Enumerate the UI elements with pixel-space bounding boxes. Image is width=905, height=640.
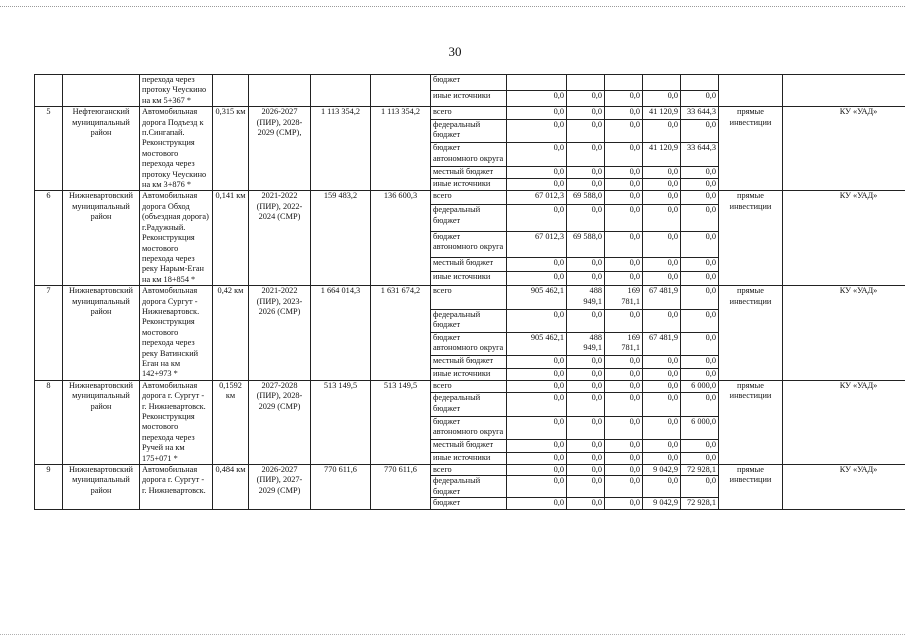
source-name: федеральный бюджет: [431, 205, 507, 232]
source-name: местный бюджет: [431, 258, 507, 272]
value-cell: 0,0: [643, 191, 681, 205]
length-cell: 0,42 км: [213, 286, 249, 381]
source-name: местный бюджет: [431, 440, 507, 452]
value-cell: 0,0: [605, 272, 643, 286]
investment-form-cell: прямые инвестиции: [719, 286, 783, 381]
value-cell: 0,0: [567, 393, 605, 417]
source-name: иные источники: [431, 452, 507, 464]
district-cell: Нижневартовский муниципальный район: [63, 286, 140, 381]
value-cell: 0,0: [605, 440, 643, 452]
value-cell: 9 042,9: [643, 498, 681, 509]
cost-cell: 770 611,6: [311, 465, 371, 510]
row-number: [35, 75, 63, 107]
value-cell: 0,0: [643, 166, 681, 178]
district-cell: Нижневартовский муниципальный район: [63, 191, 140, 286]
value-cell: 0,0: [643, 205, 681, 232]
customer-cell: [783, 75, 905, 107]
value-cell: 9 042,9: [643, 465, 681, 476]
value-cell: 33 644,3: [681, 143, 719, 167]
value-cell: 0,0: [605, 452, 643, 464]
value-cell: 6 000,0: [681, 416, 719, 440]
value-cell: [567, 75, 605, 91]
value-cell: 0,0: [567, 498, 605, 509]
value-cell: 0,0: [681, 440, 719, 452]
value-cell: 0,0: [681, 476, 719, 498]
customer-cell: КУ «УАД»: [783, 107, 905, 191]
period-cell: 2026-2027 (ПИР), 2027-2029 (СМР): [249, 465, 311, 510]
cost-cell: 1 664 014,3: [311, 286, 371, 381]
value-cell: 0,0: [567, 166, 605, 178]
value-cell: 0,0: [643, 476, 681, 498]
source-name: всего: [431, 107, 507, 119]
value-cell: 0,0: [681, 166, 719, 178]
row-number: 7: [35, 286, 63, 381]
value-cell: 169 781,1: [605, 332, 643, 355]
value-cell: 0,0: [567, 91, 605, 107]
value-cell: 0,0: [567, 380, 605, 392]
value-cell: 169 781,1: [605, 286, 643, 309]
source-name: бюджет автономного округа: [431, 231, 507, 258]
cost-cell: 513 149,5: [311, 380, 371, 464]
table-row: [35, 107, 905, 119]
value-cell: 0,0: [567, 272, 605, 286]
source-name: всего: [431, 465, 507, 476]
value-cell: 0,0: [507, 107, 567, 119]
value-cell: 0,0: [507, 309, 567, 332]
value-cell: 0,0: [605, 231, 643, 258]
value-cell: 0,0: [681, 91, 719, 107]
source-name: федеральный бюджет: [431, 309, 507, 332]
value-cell: 67 012,3: [507, 191, 567, 205]
district-cell: Нижневартовский муниципальный район: [63, 465, 140, 510]
value-cell: 0,0: [507, 356, 567, 368]
value-cell: 0,0: [681, 356, 719, 368]
value-cell: 0,0: [567, 476, 605, 498]
cost-cell: 159 483,2: [311, 191, 371, 286]
length-cell: 0,141 км: [213, 191, 249, 286]
value-cell: 0,0: [605, 179, 643, 191]
value-cell: 0,0: [605, 107, 643, 119]
investment-form-cell: прямые инвестиции: [719, 191, 783, 286]
value-cell: 33 644,3: [681, 107, 719, 119]
value-cell: 69 588,0: [567, 191, 605, 205]
value-cell: 488 949,1: [567, 332, 605, 355]
source-name: всего: [431, 380, 507, 392]
value-cell: 72 928,1: [681, 498, 719, 509]
value-cell: 0,0: [643, 380, 681, 392]
source-name: федеральный бюджет: [431, 119, 507, 143]
value-cell: 0,0: [567, 356, 605, 368]
value-cell: 0,0: [507, 205, 567, 232]
value-cell: 0,0: [507, 272, 567, 286]
value-cell: 0,0: [605, 368, 643, 380]
source-name: федеральный бюджет: [431, 476, 507, 498]
object-cell: Автомобильная дорога Обход (объездная дорога) г.Радужный. Реконструкция мостового перехода через реку Нарым-Еган на км 18+854 *: [140, 191, 213, 286]
period-cell: [249, 75, 311, 107]
value-cell: 0,0: [567, 258, 605, 272]
value-cell: 0,0: [605, 119, 643, 143]
source-name: бюджет автономного округа: [431, 143, 507, 167]
length-cell: 0,315 км: [213, 107, 249, 191]
value-cell: 0,0: [681, 309, 719, 332]
value-cell: 0,0: [643, 368, 681, 380]
value-cell: 905 462,1: [507, 286, 567, 309]
value-cell: 0,0: [605, 205, 643, 232]
bottom-scan-line: [0, 634, 905, 635]
value-cell: 0,0: [643, 393, 681, 417]
value-cell: 0,0: [567, 440, 605, 452]
value-cell: 0,0: [507, 465, 567, 476]
length-cell: 0,484 км: [213, 465, 249, 510]
length-cell: [213, 75, 249, 107]
value-cell: 69 588,0: [567, 231, 605, 258]
value-cell: 0,0: [507, 143, 567, 167]
value-cell: 0,0: [643, 356, 681, 368]
value-cell: 0,0: [681, 258, 719, 272]
row-number: 9: [35, 465, 63, 510]
table-row: [35, 286, 905, 309]
source-name: бюджет: [431, 498, 507, 509]
district-cell: Нижневартовский муниципальный район: [63, 380, 140, 464]
value-cell: 0,0: [681, 119, 719, 143]
value-cell: 0,0: [567, 179, 605, 191]
value-cell: 67 481,9: [643, 286, 681, 309]
value-cell: 0,0: [643, 272, 681, 286]
customer-cell: КУ «УАД»: [783, 465, 905, 510]
table-row: [35, 75, 905, 91]
table-row: [35, 380, 905, 392]
period-cell: 2021-2022 (ПИР), 2023-2026 (СМР): [249, 286, 311, 381]
source-name: всего: [431, 286, 507, 309]
value-cell: 0,0: [567, 107, 605, 119]
source-name: местный бюджет: [431, 166, 507, 178]
value-cell: 0,0: [643, 416, 681, 440]
row-number: 8: [35, 380, 63, 464]
value-cell: [605, 75, 643, 91]
row-number: 5: [35, 107, 63, 191]
source-name: местный бюджет: [431, 356, 507, 368]
value-cell: 0,0: [605, 498, 643, 509]
value-cell: 0,0: [605, 356, 643, 368]
value-cell: 0,0: [605, 91, 643, 107]
value-cell: 41 120,9: [643, 143, 681, 167]
value-cell: 0,0: [643, 452, 681, 464]
period-cell: 2027-2028 (ПИР), 2028-2029 (СМР): [249, 380, 311, 464]
value-cell: [643, 75, 681, 91]
object-cell: Автомобильная дорога г. Сургут - г. Нижневартовск. Реконструкция мостового перехода через Ручей на км 175+071 *: [140, 380, 213, 464]
table-row: [35, 465, 905, 476]
page-number: 30: [448, 44, 462, 59]
value-cell: 0,0: [507, 498, 567, 509]
value-cell: 67 012,3: [507, 231, 567, 258]
object-cell: Автомобильная дорога Подъезд к п.Сингапай. Реконструкция мостового перехода через протоку Чеускино на км 3+876 *: [140, 107, 213, 191]
value-cell: 0,0: [507, 119, 567, 143]
object-cell: Автомобильная дорога г. Сургут - г. Нижневартовск.: [140, 465, 213, 510]
source-name: бюджет: [431, 75, 507, 91]
source-name: иные источники: [431, 368, 507, 380]
value-cell: 0,0: [643, 119, 681, 143]
value-cell: 72 928,1: [681, 465, 719, 476]
value-cell: 0,0: [605, 476, 643, 498]
limit-cell: [371, 75, 431, 107]
value-cell: 0,0: [681, 393, 719, 417]
limit-cell: 513 149,5: [371, 380, 431, 464]
value-cell: 0,0: [567, 416, 605, 440]
value-cell: 0,0: [681, 191, 719, 205]
source-name: иные источники: [431, 179, 507, 191]
value-cell: 0,0: [567, 368, 605, 380]
value-cell: 0,0: [643, 258, 681, 272]
value-cell: 0,0: [605, 380, 643, 392]
limit-cell: 1 113 354,2: [371, 107, 431, 191]
value-cell: 0,0: [507, 416, 567, 440]
period-cell: 2026-2027 (ПИР), 2028-2029 (СМР),: [249, 107, 311, 191]
value-cell: 0,0: [643, 231, 681, 258]
value-cell: 0,0: [681, 286, 719, 309]
source-name: бюджет автономного округа: [431, 332, 507, 355]
limit-cell: 770 611,6: [371, 465, 431, 510]
source-name: иные источники: [431, 272, 507, 286]
source-name: федеральный бюджет: [431, 393, 507, 417]
investment-form-cell: [719, 75, 783, 107]
value-cell: 0,0: [507, 476, 567, 498]
customer-cell: КУ «УАД»: [783, 380, 905, 464]
value-cell: 0,0: [643, 440, 681, 452]
customer-cell: КУ «УАД»: [783, 191, 905, 286]
value-cell: 0,0: [681, 272, 719, 286]
period-cell: 2021-2022 (ПИР), 2022-2024 (СМР): [249, 191, 311, 286]
value-cell: 0,0: [605, 143, 643, 167]
value-cell: 0,0: [507, 166, 567, 178]
value-cell: 0,0: [643, 91, 681, 107]
customer-cell: КУ «УАД»: [783, 286, 905, 381]
limit-cell: 1 631 674,2: [371, 286, 431, 381]
value-cell: 0,0: [605, 465, 643, 476]
value-cell: 0,0: [567, 119, 605, 143]
value-cell: 0,0: [567, 465, 605, 476]
value-cell: 0,0: [681, 332, 719, 355]
investment-form-cell: прямые инвестиции: [719, 107, 783, 191]
district-cell: Нефтеюганский муниципальный район: [63, 107, 140, 191]
value-cell: 0,0: [507, 258, 567, 272]
district-cell: [63, 75, 140, 107]
investment-form-cell: прямые инвестиции: [719, 380, 783, 464]
object-cell: перехода через протоку Чеускино на км 5+367 *: [140, 75, 213, 107]
value-cell: 0,0: [681, 452, 719, 464]
value-cell: 0,0: [567, 143, 605, 167]
value-cell: 0,0: [605, 416, 643, 440]
table-row: [35, 191, 905, 205]
value-cell: 6 000,0: [681, 380, 719, 392]
source-name: всего: [431, 191, 507, 205]
value-cell: 0,0: [507, 440, 567, 452]
row-number: 6: [35, 191, 63, 286]
source-name: иные источники: [431, 91, 507, 107]
value-cell: 0,0: [605, 166, 643, 178]
value-cell: 0,0: [567, 452, 605, 464]
value-cell: 0,0: [507, 452, 567, 464]
value-cell: 67 481,9: [643, 332, 681, 355]
value-cell: 0,0: [567, 309, 605, 332]
value-cell: [681, 75, 719, 91]
value-cell: 905 462,1: [507, 332, 567, 355]
value-cell: 0,0: [643, 179, 681, 191]
value-cell: 0,0: [681, 368, 719, 380]
value-cell: 0,0: [605, 393, 643, 417]
value-cell: 0,0: [507, 91, 567, 107]
value-cell: 41 120,9: [643, 107, 681, 119]
value-cell: 488 949,1: [567, 286, 605, 309]
value-cell: 0,0: [507, 393, 567, 417]
value-cell: 0,0: [605, 309, 643, 332]
value-cell: 0,0: [507, 380, 567, 392]
value-cell: 0,0: [507, 179, 567, 191]
value-cell: 0,0: [605, 191, 643, 205]
value-cell: 0,0: [643, 309, 681, 332]
value-cell: 0,0: [507, 368, 567, 380]
cost-cell: [311, 75, 371, 107]
cost-cell: 1 113 354,2: [311, 107, 371, 191]
value-cell: 0,0: [681, 179, 719, 191]
investment-form-cell: прямые инвестиции: [719, 465, 783, 510]
object-cell: Автомобильная дорога Сургут - Нижневартовск. Реконструкция мостового перехода через реку Ватинский Еган на км 142+973 *: [140, 286, 213, 381]
value-cell: 0,0: [681, 231, 719, 258]
length-cell: 0,1592 км: [213, 380, 249, 464]
top-scan-line: [0, 6, 905, 7]
value-cell: 0,0: [605, 258, 643, 272]
investment-table: [34, 74, 905, 510]
limit-cell: 136 600,3: [371, 191, 431, 286]
value-cell: 0,0: [567, 205, 605, 232]
source-name: бюджет автономного округа: [431, 416, 507, 440]
value-cell: 0,0: [681, 205, 719, 232]
value-cell: [507, 75, 567, 91]
